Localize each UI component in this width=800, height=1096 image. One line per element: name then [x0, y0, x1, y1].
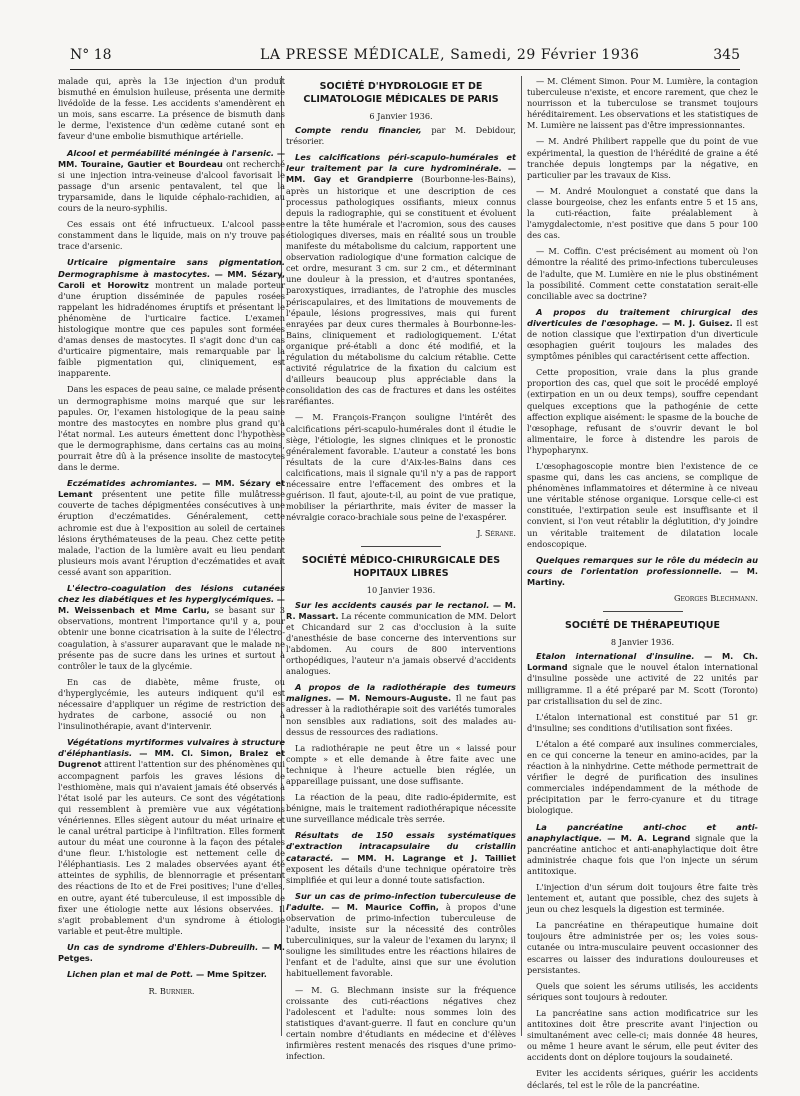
paragraph: Cette proposition, vraie dans la plus grande proportion des cas, quel que soit le procédé employé (extirpation en un ou deux temps), souffre cependant quelques exceptions que la pathogénie de cette affection explique aisément: le spasme de la bouche de l'œsophage, refusant de s'ouvrir devant le bol alimentaire, le force à distendre les parois de l'hypopharynx. [527, 367, 758, 455]
column-divider [521, 76, 522, 1036]
paragraph: — M. G. Blechmann insiste sur la fréquence croissante des cuti-réactions négatives chez l'adolescent et l'adulte: nous sommes loin des statistiques d'avant-guerre. Il faut en conclure qu'un certain nombre d'étudiants en médecine et d'élèves infirmières restent menacés des risques d'une primo-infection. [286, 984, 516, 1062]
article [527, 822, 758, 877]
article-text: par M. Debidour, trésorier. [286, 125, 516, 147]
article-title: Un cas de syndrome d'Ehlers-Dubreuilh. [67, 941, 259, 952]
page-header [70, 47, 740, 70]
paragraph: L'étalon international est constitué par 51 gr. d'insuline; ses conditions d'utilisation sont fixées. [527, 711, 758, 733]
article-title: A propos du traitement chirurgical des diverticules de l'œsophage. [527, 306, 758, 328]
article-title: La pancréatine anti-choc et anti-anaphylactique. [527, 821, 758, 843]
article [286, 125, 516, 147]
article-text: (Bourbonne-les-Bains), après un historique et une description de ces processus pathologiques ossifiants, mieux connus depuis la radiographie, qui se constituent et évoluent entre la tête humérale et l'acromion, sous des causes étiologiques diverses, mais en réalité sous un trouble manifeste du métabolisme du calcium, rapportent une observation radiologique d'une formation calcique de cet ordre, mesurant 3 cm. sur 2 cm., et déterminant une douleur à la pression, et d'autres spontanées, paroxystiques, irradiantes, de l'atrophie des muscles périscapulaires, et des limitations de mouvements de l'épaule, lésions progressives, mais qui furent enrayées par deux cures thermales à Bourbonne-les-Bains, cliniquement et radiologiquement. L'état organique pré-établi a donc été modifié, et la régulation du métabolisme du calcium rétablie. Cette activité régulatrice de la fixation du calcium est d'ailleurs beaucoup plus appréciable dans la consolidation des cas de fractures et dans les ostéites raréfiantes. [286, 174, 517, 407]
article-title: Urticaire pigmentaire sans pigmentation. Dermographisme à mastocytes. [58, 257, 285, 279]
column-middle [286, 76, 516, 1067]
article [58, 969, 285, 980]
article [286, 891, 516, 980]
paragraph: La pancréatine sans action modificatrice sur les antitoxines doit être prescrite avant l'injection ou simultanément avec celle-ci; mais donnée 48 heures, ou même 1 heure avant le sérum, elle peut éviter des accidents dont on déplore toujours la soudaineté. [527, 1007, 758, 1063]
article [286, 830, 516, 885]
article-title: Résultats de 150 essais systématiques d'extraction intracapsulaire du cristallin cataracté. [286, 830, 516, 863]
article-title: Végétations myrtiformes vulvaires à structure d'éléphantiasis. [58, 737, 285, 759]
page-number: 345 [713, 47, 740, 63]
paragraph: Ces essais ont été infructueux. L'alcool passe constamment dans le liquide, mais on n'y trouve pas trace d'arsenic. [58, 219, 285, 252]
article-text: ont recherché si une injection intra-veineuse d'alcool favorisait le passage d'un arsenic pentavalent, tel que la tryparsamide, dans le liquide céphalo-rachidien, au cours de la neuro-syphilis. [58, 158, 285, 214]
article-authors: — M. J. Guisez. [662, 317, 733, 328]
paragraph: — M. Coffin. C'est précisément au moment où l'on démontre la réalité des primo-infections tuberculeuses de l'adulte, que M. Lumière en nie le plus obstinément la possibilité. Comment cette constatation serait-elle conciliable avec sa doctrine? [527, 246, 758, 301]
article-text: La récente communication de MM. Delort et Chicandard sur 2 cas d'occlusion à la suite d'anesthésie de base concerne des interventions sur l'abdomen. Au cours de 800 interventions orthopédiques, l'auteur n'a jamais observé d'accidents analogues. [286, 610, 516, 677]
section-date: 10 Janvier 1936. [366, 585, 436, 596]
article [527, 651, 758, 706]
article [58, 257, 285, 379]
article-authors: — M. Ch. Lormand [527, 651, 758, 673]
signature: J. Sérane. [477, 528, 516, 539]
article-title: Sur les accidents causés par le rectanol. [295, 599, 490, 610]
section-date: 6 Janvier 1936. [369, 111, 433, 121]
article [527, 307, 758, 362]
article-text: Il est de notion classique que l'extirpation d'un diverticule œsophagien guérit toujours les malades des symptômes pénibles qui caractérisent cette affection. [527, 317, 759, 362]
article-authors: — M. Petges. [58, 941, 285, 964]
article-authors: — MM. Gay et Grandpierre [286, 163, 516, 185]
article-text: montrent un malade porteur d'une éruption disséminée de papules rosées rappelant les hidradénomes éruptifs et présentant le phénomène de l'urticaire factice. L'examen histologique montre que ces papules sont formées d'amas denses de mastocytes. Il s'agit donc d'un cas d'urticaire pigmentaire, mais remarquable par la faible pigmentation qui, cliniquement, est inapparente. [58, 279, 286, 379]
article-text: signale que la pancréatine antichoc et anti-anaphylactique doit être administrée chaque fois que l'on injecte un sérum antitoxique. [527, 832, 758, 876]
paragraph: Eviter les accidents sériques, guérir les accidents déclarés, tel est le rôle de la pancréatine. [527, 1068, 758, 1090]
article-title: Quelques remarques sur le rôle du médecin au cours de l'orientation professionnelle. [527, 554, 758, 576]
paragraph: La réaction de la peau, dite radio-épidermite, est bénigne, mais le traitement radiothérapique nécessite une surveillance médicale très serrée. [286, 792, 516, 825]
paragraph: Dans les espaces de peau saine, ce malade présente un dermographisme moins marqué que sur les papules. Or, l'examen histologique de la peau saine montre des mastocytes en nombre plus grand qu'à l'état normal. Les auteurs émettent donc l'hypothèse que le dermographisme, dans certains cas au moins, pourrait être dû à la présence insolite de mastocytes dans le derme. [58, 384, 285, 473]
article-title: Lichen plan et mal de Pott. [67, 969, 194, 980]
paragraph: — M. André Philibert rappelle que du point de vue expérimental, la question de l'hérédité de graine a été tranchée depuis longtemps par la négative, en particulier par les travaux de Kiss. [527, 136, 758, 180]
article-authors: — M. Maurice Coffin, [331, 901, 439, 912]
article-authors: — M. Nemours-Auguste. [336, 693, 452, 704]
article [58, 583, 285, 672]
article [527, 555, 758, 588]
paragraph: L'injection d'un sérum doit toujours être faite très lentement et, autant que possible, chez des sujets à jeun ou chez lesquels la digestion est terminée. [527, 882, 758, 915]
article [286, 600, 516, 678]
article-text: présentent une petite fille mulâtresse couverte de taches dépigmentées consécutives à une éruption d'eczématides. Généralement, cette achromie est due à l'exposition au soleil de certaines lésions érythémateuses de la peau. Chez cette petite malade, l'action de la lumière avait eu lieu pendant plusieurs mois avant l'éruption d'eczématides et avait cessé avant son apparition. [58, 489, 285, 577]
article-title: Eczématides achromiantes. [67, 478, 198, 489]
section-heading: SOCIÉTÉ MÉDICO-CHIRURGICALE DES HOPITAUX LIBRES [301, 555, 501, 580]
article-authors: — M. Martiny. [527, 565, 759, 587]
article [286, 682, 516, 737]
article-authors: — M. R. Massart. [286, 599, 516, 621]
article-title: Les calcifications péri-scapulo-humérales et leur traitement par la cure hydrominérale. [286, 152, 516, 174]
section-separator [603, 611, 683, 612]
signature: Georges Blechmann. [673, 593, 758, 604]
article-text: attirent l'attention sur des phénomènes qui accompagnent parfois les graves lésions de l'esthiomène, mais qui n'avaient jamais été observés à l'état isolé par les auteurs. Ce sont des végétations qui ressemblent à première vue aux végétations vénériennes. Elles siègent autour du méat urinaire et le canal urétral participe à l'infiltration. Elles forment autour du méat une couronne à la façon des pétales d'une fleur. L'histologie est nettement celle de l'éléphantiasis. Les 2 malades observées ayant été atteintes de syphilis, de blennorragie et présentant des réactions de Ito et de Frei positives; l'une d'elles, en outre, ayant été tuberculeuse, il est impossible de fixer une étiologie nette aux lésions observées. Il s'agit probablement d'un syndrome à étiologie variable et peut-être multiple. [58, 759, 285, 936]
article-authors: — M. Weissenbach et Mme Carlu, [58, 594, 285, 616]
article-title: Compte rendu financier, [295, 125, 422, 136]
article-text: exposent les détails d'une technique opératoire très simplifiée et qui leur a donné toute satisfaction. [286, 863, 516, 885]
section-separator [361, 546, 441, 547]
article-authors: — MM. Sézary, Caroli et Horowitz [58, 268, 285, 290]
article-title: Etalon international d'insuline. [536, 651, 695, 662]
article-text: se basant sur 3 observations, montrent l'importance qu'il y a, pour obtenir une bonne cicatrisation à la suite de l'électro-coagulation, à s'assurer auparavant que le malade ne présente pas de sucre dans les urines et surtout à contrôler le taux de la glycémie. [58, 605, 285, 671]
section-date: 8 Janvier 1936. [610, 637, 675, 648]
article [286, 152, 516, 407]
column-right [527, 76, 758, 1096]
paragraph: L'œsophagoscopie montre bien l'existence de ce spasme qui, dans les cas anciens, se complique de phénomènes inflammatoires et détermine à ce niveau une véritable sténose organique. Lorsque celle-ci est constituée, l'extirpation seule est insuffisante et il convient, si l'on veut rétablir la déglutition, d'y joindre un véritable traitement de dilatation locale endoscopique. [527, 461, 758, 549]
article-text: Il ne faut pas adresser à la radiothérapie soit des variétés tumorales non sensibles aux radiations, soit des malades au-dessus de ressources des radiations. [286, 693, 517, 737]
issue-number: N° 18 [70, 47, 112, 63]
paragraph: — M. François-Françon souligne l'intérêt des calcifications péri-scapulo-humérales dont il étudie le siège, l'étiologie, les signes cliniques et le pronostic généralement favorable. L'auteur a constaté les bons résultats de la cure d'Aix-les-Bains dans ces calcifications, mais il signale qu'il n'y a pas de rapport nécessaire entre l'effacement des ombres et la guérison. Il faut, ajoute-t-il, au point de vue pratique, mobiliser la périarthrite, mais éviter de masser la névralgie coraco-brachiale sous peine de l'exaspérer. [286, 412, 516, 523]
paragraph: La pancréatine en thérapeutique humaine doit toujours être administrée per os; les voies sous-cutanée ou intra-musculaire peuvent occasionner des escarres ou laisser des indurations douloureuses et persistantes. [527, 920, 758, 975]
paragraph: — M. Clément Simon. Pour M. Lumière, la contagion tuberculeuse n'existe, et encore rarement, que chez le nourrisson et la tuberculose se transmet toujours héréditairement. Les observations et les statistiques de M. Lumière ne laissent pas d'être impressionnantes. [527, 76, 758, 131]
article-authors: — MM. Touraine, Gautier et Bourdeau [58, 147, 285, 169]
article-authors: — MM. Sézary et Lemant [58, 478, 285, 500]
paragraph: malade qui, après la 13e injection d'un produit bismuthé en émulsion huileuse, présenta une dermite livédoïde de la fesse. Les accidents s'amendèrent en un mois, sans escarre. La présence de bismuth dans le derme, l'existence d'un œdème cutané sont en faveur d'une embolie bismuthique artérielle. [58, 76, 285, 142]
column-left [58, 76, 285, 1002]
paragraph: La radiothérapie ne peut être un « laissé pour compte » et elle demande à être faite avec une technique à l'heure actuelle bien réglée, un appareillage puissant, une dose suffisante. [286, 742, 516, 786]
article [58, 942, 285, 964]
paragraph: — M. André Moulonguet a constaté que dans la classe bourgeoise, chez les enfants entre 5 et 15 ans, la cuti-réaction, faite préalablement à l'amygdalectomie, n'est positive que dans 5 pour 100 des cas. [527, 185, 758, 241]
paragraph: Quels que soient les sérums utilisés, les accidents sériques sont toujours à redouter. [527, 980, 758, 1002]
section-heading: SOCIÉTÉ DE THÉRAPEUTIQUE [565, 620, 720, 632]
paragraph: En cas de diabète, même fruste, ou d'hyperglycémie, les auteurs indiquent qu'il est nécessaire d'appliquer un régime de restriction des hydrates de carbone, associé ou non à l'insulinothérapie, avant d'intervenir. [58, 676, 285, 732]
section-heading: SOCIÉTÉ D'HYDROLOGIE ET DE CLIMATOLOGIE MÉDICALES DE PARIS [303, 81, 499, 105]
article-title: Sur un cas de primo-infection tuberculeuse de l'adulte. [286, 890, 516, 912]
article-title: Alcool et perméabilité méningée à l'arsenic. [67, 147, 275, 158]
article-authors: — Mme Spitzer. [195, 969, 267, 980]
article [58, 478, 285, 578]
article-authors: — M. A. Legrand [607, 832, 691, 843]
article-authors: — MM. H. Lagrange et J. Tailliet [341, 852, 517, 863]
article-title: A propos de la radiothérapie des tumeurs malignes. [286, 682, 516, 704]
signature: R. Burnier. [148, 986, 195, 997]
article-authors: — MM. Cl. Simon, Bralez et Dugrenot [58, 748, 286, 770]
journal-title: LA PRESSE MÉDICALE, Samedi, 29 Février 1936 [260, 47, 640, 63]
article-text: à propos d'une observation de primo-infection tuberculeuse de l'adulte, insiste sur la nécessité des contrôles tuberculiniques, sur la valeur de l'examen du larynx; il souligne les similitudes entre les réactions hilaires de l'enfant et de l'adulte, ainsi que sur une évolution habituellement favorable. [286, 901, 517, 979]
article [58, 148, 285, 215]
article-text: signale que le nouvel étalon international d'insuline possède une activité de 22 unités par milligramme. Il a été préparé par M. Scott (Toronto) par cristallisation du sel de zinc. [527, 662, 758, 706]
paragraph: L'étalon a été comparé aux insulines commerciales, en ce qui concerne la teneur en amino-acides, par la réaction à la ninhydrine. Cette méthode permettrait de vérifier le degré de purification des insulines commerciales indépendamment de la méthode de précipitation par le ferro-cyanure et du titrage biologique. [527, 738, 758, 816]
article-title: L'électro-coagulation des lésions cutanées chez les diabétiques et les hyperglycémiques. [58, 583, 285, 605]
article [58, 737, 285, 937]
